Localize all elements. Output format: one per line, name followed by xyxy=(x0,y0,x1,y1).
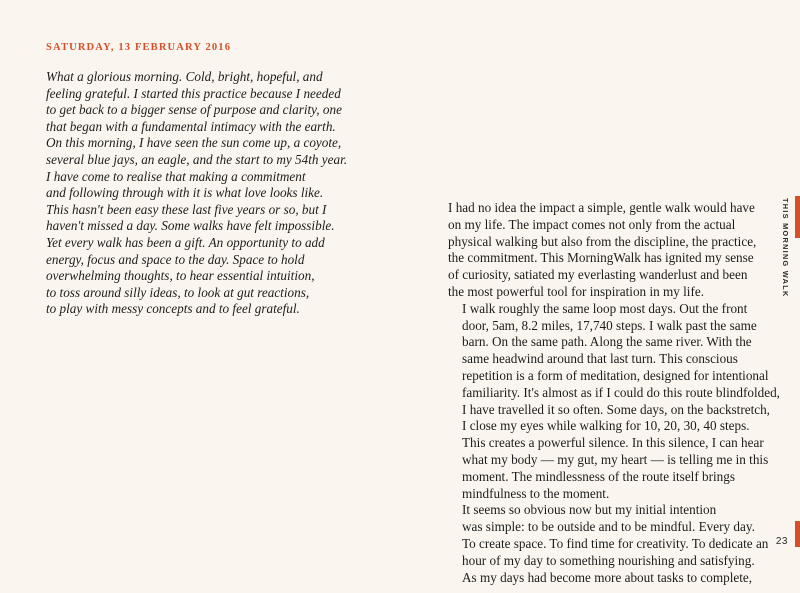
body-line: same headwind around that last turn. This conscious xyxy=(462,351,738,367)
running-head-accent-rule xyxy=(795,196,800,238)
body-line: the most powerful tool for inspiration in my life. xyxy=(448,283,705,299)
body-line: was simple: to be outside and to be mindful. Every day. xyxy=(462,519,755,535)
body-line: I have travelled it so often. Some days, on the backstretch, xyxy=(462,401,770,417)
running-head: THIS MORNING WALK xyxy=(781,198,790,298)
entry-date-heading: SATURDAY, 13 FEBRUARY 2016 xyxy=(46,42,232,53)
body-line: barn. On the same path. Along the same river. With the xyxy=(462,334,752,350)
entry-line: to play with messy concepts and to feel grateful. xyxy=(46,301,300,317)
page-number: 23 xyxy=(775,536,788,547)
main-body-text xyxy=(448,200,780,586)
entry-line: to toss around silly ideas, to look at gut reactions, xyxy=(46,284,310,300)
body-line: I close my eyes while walking for 10, 20, 30, 40 steps. xyxy=(462,418,750,434)
entry-line: that began with a fundamental intimacy with the earth. xyxy=(46,118,336,134)
entry-line: What a glorious morning. Cold, bright, hopeful, and xyxy=(46,69,323,84)
body-line: on my life. The impact comes not only from the actual xyxy=(448,216,736,232)
body-line: mindfulness to the moment. xyxy=(462,485,610,501)
paragraph xyxy=(448,300,780,503)
body-line: moment. The mindlessness of the route itself brings xyxy=(462,468,735,484)
entry-line: I have come to realise that making a commitment xyxy=(46,168,306,184)
entry-line: and following through with it is what love looks like. xyxy=(46,185,324,201)
body-line: physical walking but also from the discipline, the practice, xyxy=(448,233,757,249)
entry-line: several blue jays, an eagle, and the start to my 54th year. xyxy=(46,151,348,167)
journal-entry-text xyxy=(46,69,348,318)
entry-line: overwhelming thoughts, to hear essential intuition, xyxy=(46,268,315,284)
entry-line: Yet every walk has been a gift. An opportunity to add xyxy=(46,234,325,250)
body-line: hour of my day to something nourishing and satisfying. xyxy=(462,552,755,568)
paragraph xyxy=(448,502,769,586)
folio-accent-rule xyxy=(795,521,800,547)
entry-line: to get back to a bigger sense of purpose and clarity, one xyxy=(46,102,342,118)
right-page xyxy=(400,0,800,593)
body-line: familiarity. It's almost as if I could do this route blindfolded, xyxy=(462,384,780,400)
body-line: repetition is a form of meditation, designed for intentional xyxy=(462,367,769,383)
body-line: door, 5am, 8.2 miles, 17,740 steps. I walk past the same xyxy=(462,317,757,333)
body-line: I had no idea the impact a simple, gentle walk would have xyxy=(448,200,755,215)
body-line: what my body — my gut, my heart — is telling me in this xyxy=(462,451,769,467)
body-line: the commitment. This MorningWalk has ignited my sense xyxy=(448,250,754,266)
entry-line: feeling grateful. I started this practice because I needed xyxy=(46,85,341,101)
body-line: To create space. To find time for creativity. To dedicate an xyxy=(462,535,769,551)
entry-line: This hasn't been easy these last five years or so, but I xyxy=(46,201,327,217)
body-line: This creates a powerful silence. In this silence, I can hear xyxy=(462,435,764,451)
body-line: As my days had become more about tasks to complete, xyxy=(462,569,753,585)
entry-line: On this morning, I have seen the sun come up, a coyote, xyxy=(46,135,342,151)
body-line: of curiosity, satiated my everlasting wanderlust and been xyxy=(448,267,748,283)
paragraph xyxy=(448,200,757,301)
body-line: It seems so obvious now but my initial intention xyxy=(462,502,717,518)
body-line: I walk roughly the same loop most days. Out the front xyxy=(462,300,748,316)
entry-line: haven't missed a day. Some walks have felt impossible. xyxy=(46,218,335,234)
entry-line: energy, focus and space to the day. Space to hold xyxy=(46,251,305,267)
